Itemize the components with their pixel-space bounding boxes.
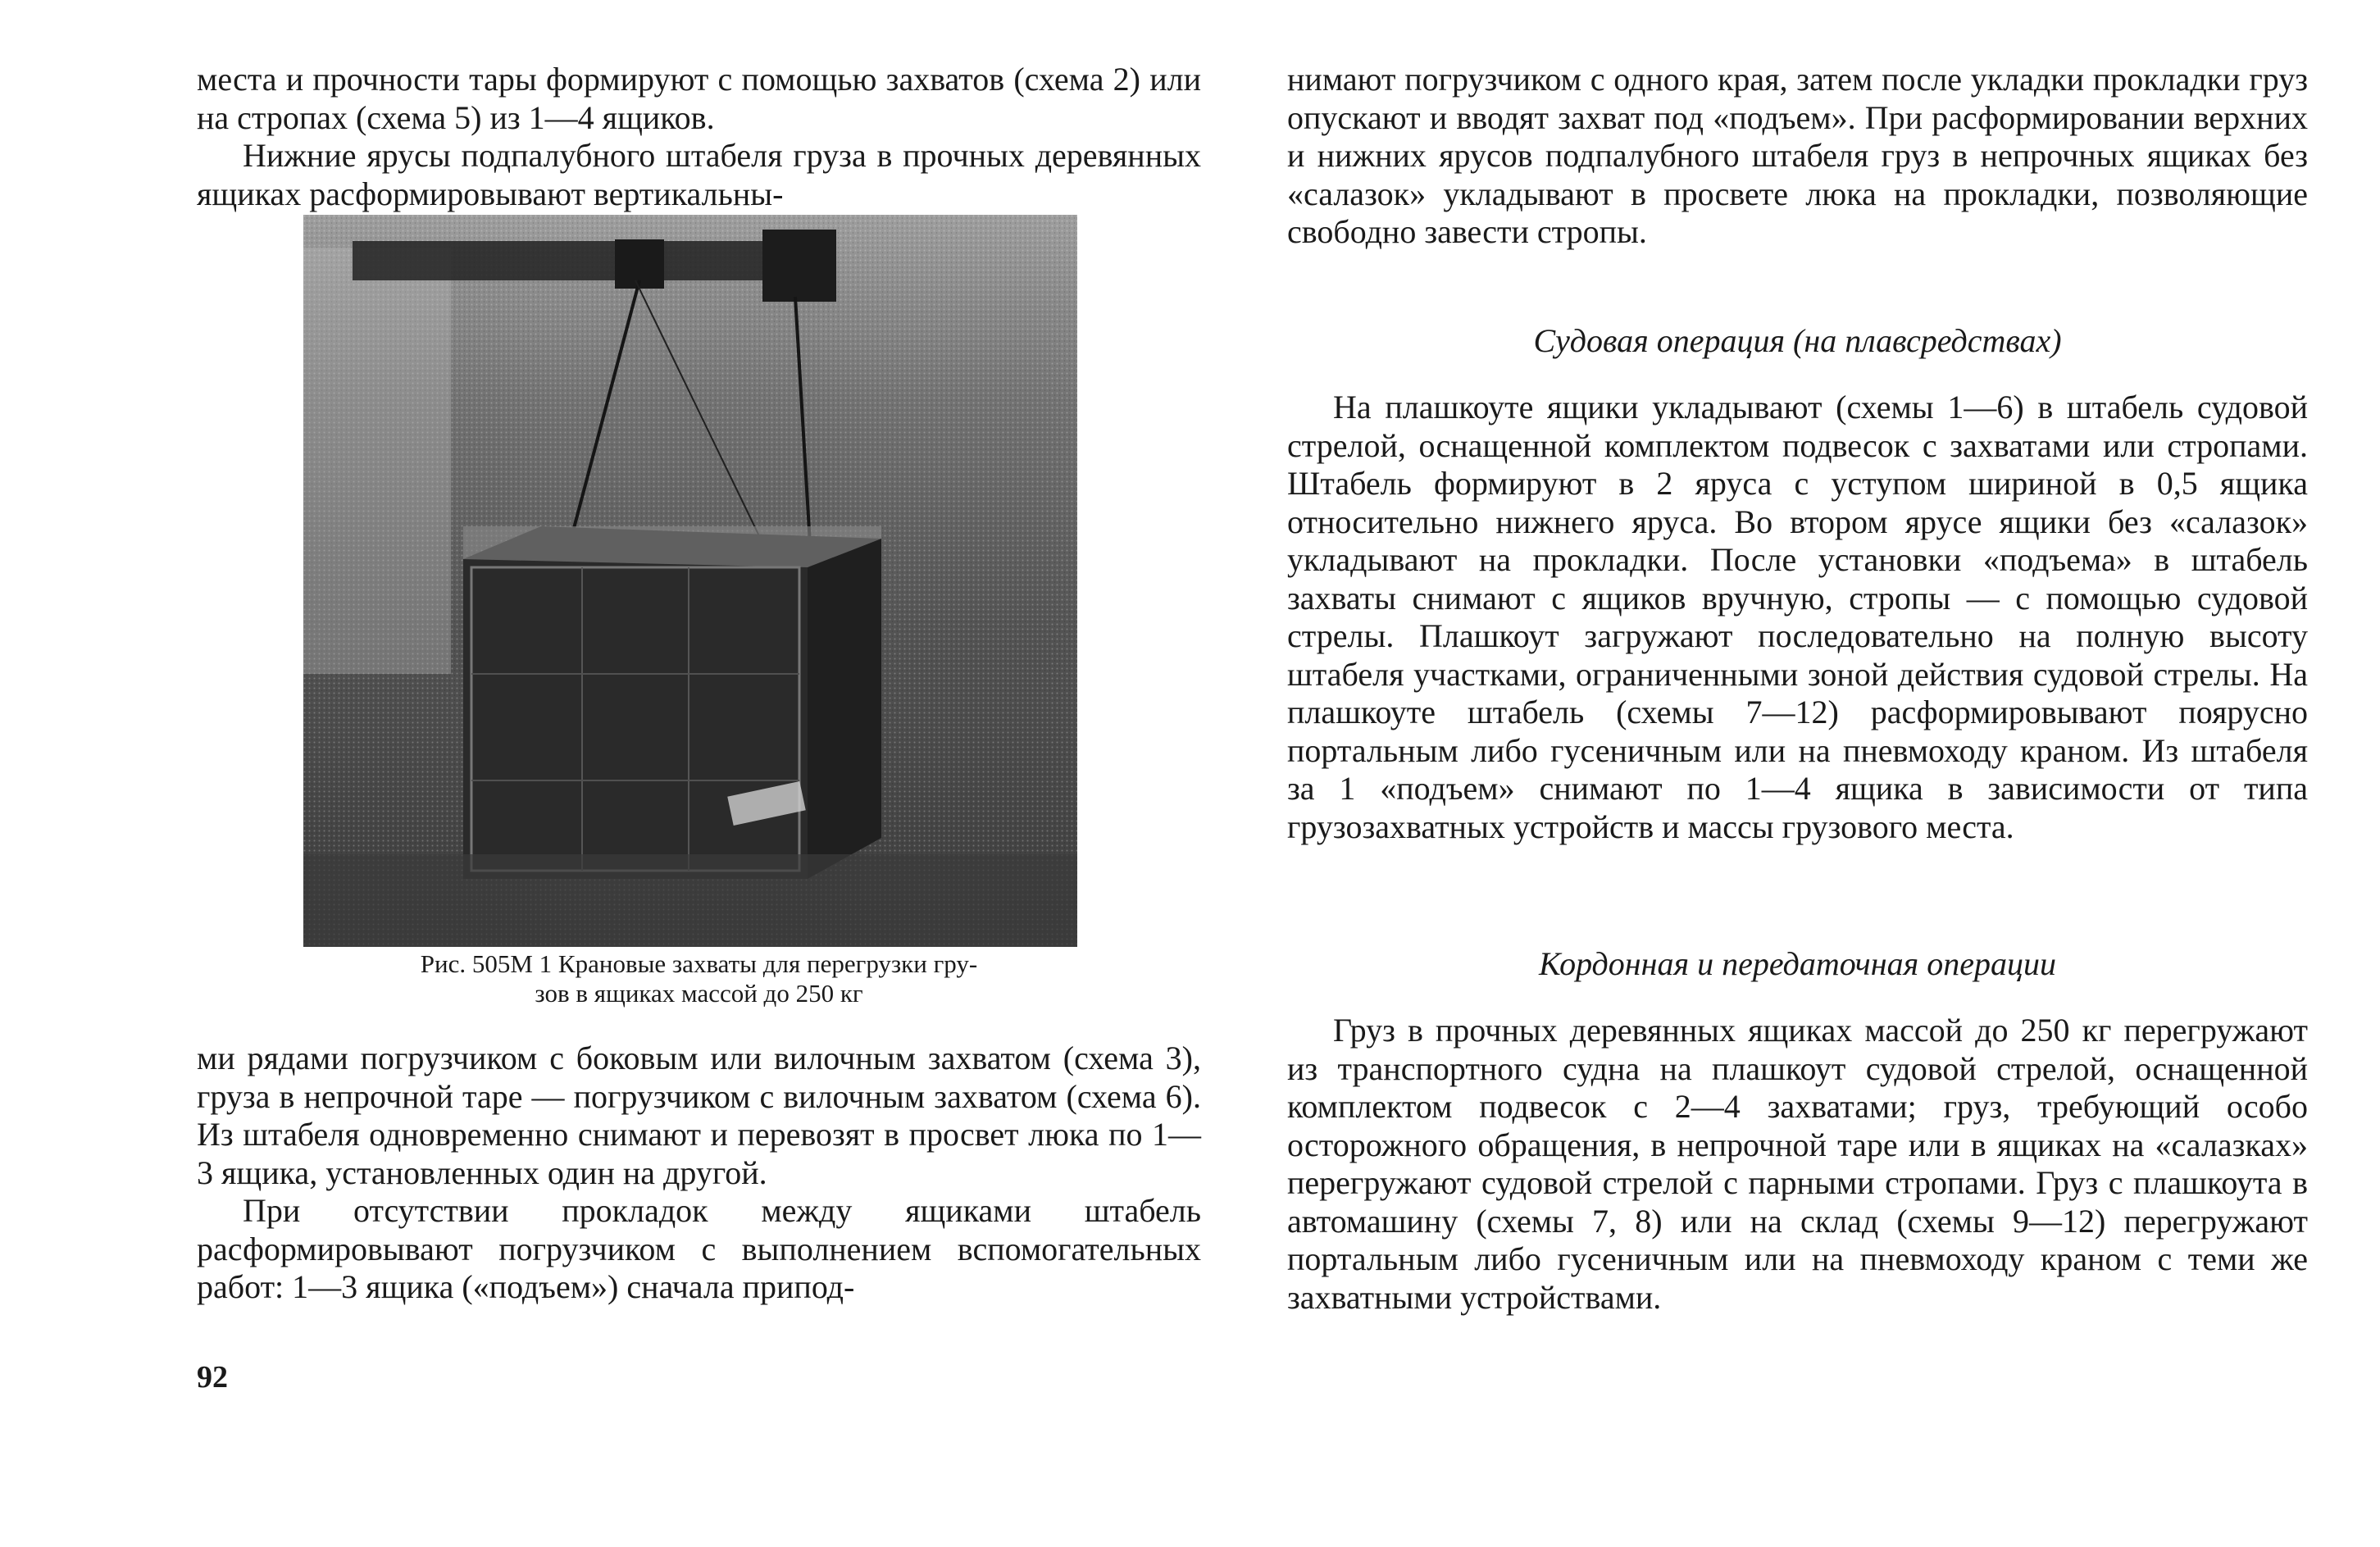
left-paragraph-2: Нижние ярусы подпалубного штабеля груза в прочных деревянных ящиках расформировывают вертикальны- [197, 137, 1201, 212]
right-paragraph-1: нимают погрузчиком с одного края, затем после укладки прокладки груз опускают и вводят захват под «подъем». При расформировании верхних и нижних ярусов подпалубного штабеля груз в непрочных ящиках без «салазок» укладывают в просвете люка на прокладки, позволяющие свободно завести стропы. [1287, 61, 2308, 250]
right-middle-text [1287, 389, 2308, 846]
right-paragraph-2: На плашкоуте ящики укладывают (схемы 1—6) в штабель судовой стрелой, оснащенной комплектом подвесок с захватами или стропами. Штабель формируют в 2 яруса с уступом шириной в 0,5 ящика относительно нижнего яруса. Во втором ярусе ящики без «салазок» укладывают на прокладки. После установки «подъема» в штабель захваты снимают с ящиков вручную, стропы — с помощью судовой стрелы. Плашкоут загружают последовательно на полную высоту штабеля участками, ограниченными зоной действия судовой стрелы. На плашкоуте штабель (схемы 7—12) расформировывают поярусно портальным либо гусеничным или на пневмоходу краном. Из штабеля за 1 «подъем» снимают по 1—4 ящика в зависимости от типа грузозахватных устройств и массы грузового места. [1287, 389, 2308, 845]
right-paragraph-3: Груз в прочных деревянных ящиках массой до 250 кг перегружают из транспортного судна на плашкоут судовой стрелой, оснащенной комплектом подвесок с 2—4 захватами; груз, требующий особо осторожного обращения, в непрочной таре или в ящиках на «салазках» перегружают судовой стрелой с парными стропами. Груз с плашкоута в автомашину (схемы 7, 8) или на склад (схемы 9—12) перегружают портальным либо гусеничным или на пневмоходу краном с теми же захватными устройствами. [1287, 1012, 2308, 1316]
figure-photo [303, 215, 1077, 947]
figure-caption-line-1: Рис. 505М 1 Крановые захваты для перегрузки гру- [420, 949, 978, 978]
right-top-text [1287, 61, 2308, 252]
figure-caption [197, 949, 1201, 1008]
figure-caption-line-2: зов в ящиках массой до 250 кг [535, 979, 863, 1008]
right-bottom-text [1287, 1012, 2308, 1317]
left-top-text [197, 61, 1201, 213]
page-number: 92 [197, 1360, 228, 1395]
left-paragraph-1: места и прочности тары формируют с помощью захватов (схема 2) или на стропах (схема 5) из 1—4 ящиков. [197, 61, 1201, 136]
left-bottom-text [197, 1040, 1201, 1307]
section-heading-cordon-operation: Кордонная и передаточная операции [1539, 945, 2056, 982]
left-paragraph-4: При отсутствии прокладок между ящиками штабель расформировывают погрузчиком с выполнением вспомогательных работ: 1—3 ящика («подъем») сначала припод- [197, 1192, 1201, 1305]
crane-grab-photo [303, 215, 1077, 947]
section-heading-ship-operation: Судовая операция (на плавсредствах) [1533, 322, 2062, 359]
left-paragraph-3: ми рядами погрузчиком с боковым или вилочным захватом (схема 3), груза в непрочной таре — погрузчиком с вилочным захватом (схема 6). Из штабеля одновременно снимают и перевозят в просвет люка по 1—3 ящика, установленных один на другой. [197, 1040, 1201, 1191]
